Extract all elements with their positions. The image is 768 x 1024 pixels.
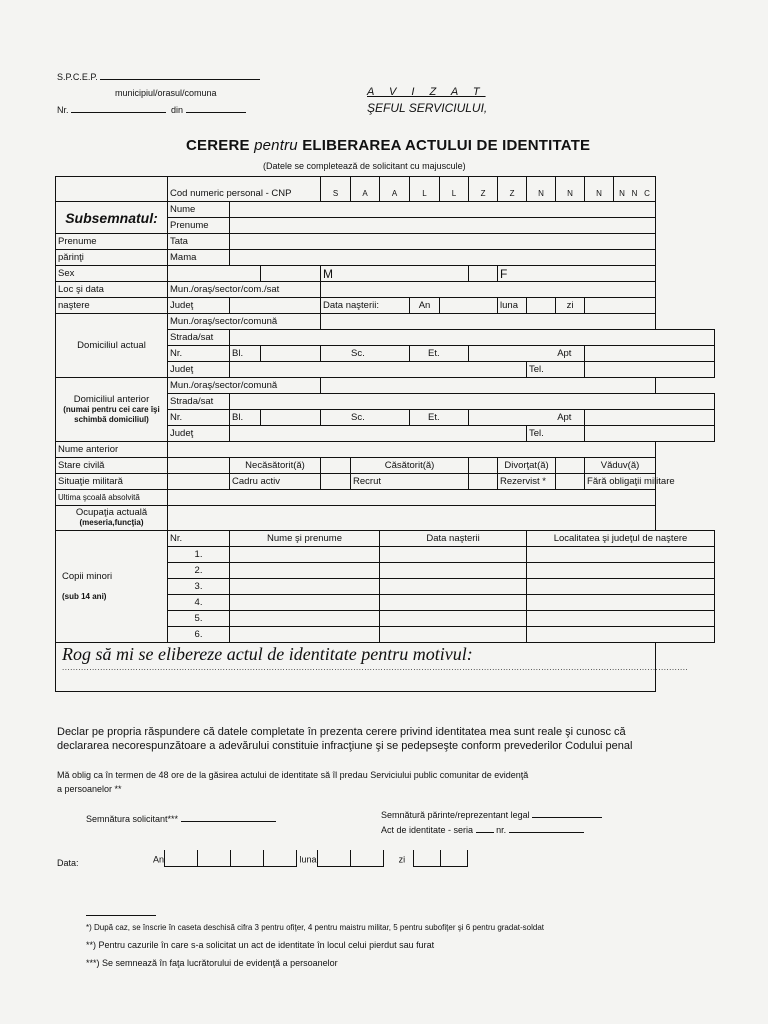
et-label: Et.: [410, 346, 469, 362]
motiv-dotted-line[interactable]: ......................................................................................................................................................................................................................................: [62, 663, 689, 672]
an-boxes[interactable]: [164, 850, 297, 869]
strada-label: Strada/sat: [168, 394, 230, 410]
motiv-label: Rog să mi se elibereze actul de identitate pentru motivul:: [62, 644, 473, 664]
bl-label: Bl.: [230, 346, 261, 362]
et-field[interactable]: Apt: [469, 346, 585, 362]
necasatorit-label: Necăsătorit(ă): [230, 458, 321, 474]
copii-row-nr: 4.: [168, 595, 230, 611]
judet-field[interactable]: [230, 362, 527, 378]
spcep-field[interactable]: [100, 79, 260, 80]
mun-comuna-field[interactable]: [321, 378, 656, 394]
copii-header-localitate: Localitatea şi judeţul de naştere: [527, 531, 715, 547]
din-field[interactable]: [186, 112, 246, 113]
zi-label: zi: [556, 298, 585, 314]
domiciliul-anterior-label: Domiciliul anterior (numai pentru cei care îşi schimbă domiciliul): [56, 378, 168, 442]
subsemnatul-label: Subsemnatul:: [56, 202, 168, 234]
tata-field[interactable]: [230, 234, 656, 250]
copii-header-data: Data naşterii: [380, 531, 527, 547]
copii-nume-field[interactable]: [230, 595, 380, 611]
obligation-line-1: Mă oblig ca în termen de 48 ore de la găsirea actului de identitate să îl predau Serviciului public comunitar de evidenţă: [57, 770, 529, 780]
rezervist-box[interactable]: [469, 474, 498, 490]
cadru-activ-box[interactable]: [168, 474, 230, 490]
apt-field[interactable]: [585, 346, 715, 362]
nr-label: Nr.: [168, 410, 230, 426]
footnote-2: **) Pentru cazurile în care s-a solicitat un act de identitate în locul celui pierdut sau furat: [86, 940, 435, 950]
data-label: Data:: [57, 858, 79, 868]
cnp-letter[interactable]: N: [556, 177, 585, 202]
prenume-parinti-label-2: părinţi: [56, 250, 168, 266]
judet-field[interactable]: [230, 426, 527, 442]
nume-anterior-field[interactable]: [168, 442, 656, 458]
copii-nume-field[interactable]: [230, 563, 380, 579]
date-fields: An luna zi: [153, 850, 468, 869]
ocupatia-field[interactable]: [168, 506, 656, 531]
cnp-letter[interactable]: S: [321, 177, 351, 202]
semnatura-parinte-field[interactable]: [532, 817, 602, 818]
domiciliul-actual-label: Domiciliul actual: [56, 314, 168, 378]
page-title: CERERE pentru ELIBERAREA ACTULUI DE IDENTITATE: [186, 137, 591, 154]
copii-data-field[interactable]: [380, 611, 527, 627]
copii-localitate-field[interactable]: [527, 563, 715, 579]
zi-field[interactable]: [585, 298, 656, 314]
mun-comuna-field[interactable]: [321, 314, 656, 330]
sex-blank: [168, 266, 261, 282]
copii-header-nume: Nume şi prenume: [230, 531, 380, 547]
seful-serviciului-label: ŞEFUL SERVICIULUI,: [367, 101, 488, 115]
fara-obligatii-box[interactable]: [556, 474, 585, 490]
copii-data-field[interactable]: [380, 595, 527, 611]
copii-localitate-field[interactable]: [527, 595, 715, 611]
tata-label: Tata: [168, 234, 230, 250]
luna-boxes[interactable]: [317, 850, 384, 869]
cadru-activ-label: Cadru activ: [230, 474, 321, 490]
ocupatia-label: Ocupaţia actuală (meseria,funcţia): [56, 506, 168, 531]
stare-civila-label: Stare civilă: [56, 458, 168, 474]
semnatura-solicitant: Semnătura solicitant***: [86, 814, 276, 824]
tel-label: Tel.: [527, 362, 585, 378]
sex-f-label: F: [498, 266, 656, 282]
tel-field[interactable]: [585, 362, 715, 378]
copii-localitate-field[interactable]: [527, 547, 715, 563]
apt-field[interactable]: [585, 410, 715, 426]
semnatura-parinte: Semnătură părinte/reprezentant legal: [381, 810, 602, 820]
judet-field[interactable]: [230, 298, 321, 314]
spcep-label: S.P.C.E.P.: [57, 72, 260, 82]
copii-data-field[interactable]: [380, 579, 527, 595]
footnote-3: ***) Se semnează în faţa lucrătorului de evidenţă a persoanelor: [86, 958, 338, 968]
bl-label: Bl.: [230, 410, 261, 426]
copii-row-nr: 3.: [168, 579, 230, 595]
prenume-field[interactable]: [230, 218, 656, 234]
recrut-box[interactable]: [321, 474, 351, 490]
et-field[interactable]: Apt: [469, 410, 585, 426]
strada-label: Strada/sat: [168, 330, 230, 346]
luna-field[interactable]: [527, 298, 556, 314]
copii-data-field[interactable]: [380, 627, 527, 643]
nastere-label: naştere: [56, 298, 168, 314]
nr-label: Nr.: [168, 346, 230, 362]
copii-localitate-field[interactable]: [527, 627, 715, 643]
casatorit-label: Căsătorit(ă): [351, 458, 469, 474]
tel-label: Tel.: [527, 426, 585, 442]
luna-label: luna: [498, 298, 527, 314]
copii-minori-label: Copii minori (sub 14 ani): [56, 531, 168, 643]
judet-label: Judeţ: [168, 362, 230, 378]
judet-label: Judeţ: [168, 426, 230, 442]
mun-comuna-label: Mun./oraş/sector/comună: [168, 314, 321, 330]
act-seria-field[interactable]: [476, 832, 494, 833]
loc-data-label: Loc şi data: [56, 282, 168, 298]
mun-oras-sat-label: Mun./oraş/sector/com./sat: [168, 282, 321, 298]
nr-din-line: Nr. din: [57, 105, 246, 115]
footnote-separator: [86, 915, 156, 916]
avizat-label: A V I Z A T: [367, 86, 486, 98]
nr-field[interactable]: [71, 112, 166, 113]
et-label: Et.: [410, 410, 469, 426]
copii-localitate-field[interactable]: [527, 611, 715, 627]
cnp-letter[interactable]: Z: [469, 177, 498, 202]
bl-field[interactable]: [261, 410, 321, 426]
motiv-box[interactable]: [56, 643, 689, 692]
mama-field[interactable]: [230, 250, 656, 266]
cnp-letter[interactable]: N: [585, 177, 614, 202]
cnp-letter[interactable]: N: [527, 177, 556, 202]
strada-field[interactable]: [230, 330, 715, 346]
sc-label: Sc.: [321, 346, 410, 362]
declaration-line-1: Declar pe propria răspundere că datele completate în prezenta cerere privind identitatea mea sunt reale şi cunosc că: [57, 726, 626, 738]
copii-header-nr: Nr.: [168, 531, 230, 547]
strada-field[interactable]: [230, 394, 715, 410]
cnp-letter[interactable]: A: [351, 177, 380, 202]
cnp-letter-group[interactable]: N N C: [614, 177, 656, 202]
copii-nume-field[interactable]: [230, 547, 380, 563]
zi-boxes[interactable]: [413, 850, 468, 869]
cnp-letter[interactable]: Z: [498, 177, 527, 202]
cnp-letter[interactable]: A: [380, 177, 410, 202]
nume-anterior-label: Nume anterior: [56, 442, 168, 458]
copii-data-field[interactable]: [380, 563, 527, 579]
prenume-parinti-label: Prenume: [56, 234, 168, 250]
copii-nume-field[interactable]: [230, 611, 380, 627]
copii-nume-field[interactable]: [230, 627, 380, 643]
act-nr-field[interactable]: [509, 832, 584, 833]
declaration-line-2: declararea necorespunzătoare a adevărului constituie infracţiune şi se pedepseşte conform prevederilor Codului penal: [57, 740, 633, 752]
sc-label: Sc.: [321, 410, 410, 426]
sex-label: Sex: [56, 266, 168, 282]
cnp-label: Cod numeric personal - CNP: [168, 177, 321, 202]
copii-row-nr: 6.: [168, 627, 230, 643]
an-label: An: [410, 298, 440, 314]
fara-obligatii-label: Fără obligaţii militare: [585, 474, 656, 490]
cnp-blank: [56, 177, 168, 202]
sex-f-box[interactable]: [469, 266, 498, 282]
ultima-scoala-label: Ultima şcoală absolvită: [56, 490, 168, 506]
rezervist-label: Rezervist *: [498, 474, 556, 490]
nume-field[interactable]: [230, 202, 656, 218]
divortat-label: Divorţat(ă): [498, 458, 556, 474]
cnp-letter[interactable]: L: [440, 177, 469, 202]
copii-localitate-field[interactable]: [527, 579, 715, 595]
copii-data-field[interactable]: [380, 547, 527, 563]
mun-oras-sat-field[interactable]: [321, 282, 656, 298]
page-subtitle: (Datele se completează de solicitant cu majuscule): [263, 161, 466, 171]
semnatura-solicitant-field[interactable]: [181, 821, 276, 822]
footnote-1: *) După caz, se înscrie în caseta deschisă cifra 3 pentru ofiţer, 4 pentru maistru militar, 5 pentru subofiţer şi 6 pentru gradat-soldat: [86, 923, 545, 932]
ultima-scoala-field[interactable]: [168, 490, 656, 506]
copii-row-nr: 5.: [168, 611, 230, 627]
copii-nume-field[interactable]: [230, 579, 380, 595]
prenume-label: Prenume: [168, 218, 230, 234]
mun-comuna-label: Mun./oraş/sector/comună: [168, 378, 321, 394]
casatorit-box[interactable]: [321, 458, 351, 474]
sex-m-box[interactable]: [261, 266, 321, 282]
judet-label: Judeţ: [168, 298, 230, 314]
an-field[interactable]: [440, 298, 498, 314]
situatie-militara-label: Situaţie militară: [56, 474, 168, 490]
bl-field[interactable]: [261, 346, 321, 362]
copii-row-nr: 1.: [168, 547, 230, 563]
data-nasterii-label: Data naşterii:: [321, 298, 410, 314]
copii-row-nr: 2.: [168, 563, 230, 579]
municipiul-label: municipiul/orasul/comuna: [115, 88, 217, 98]
tel-field[interactable]: [585, 426, 715, 442]
cnp-letter[interactable]: L: [410, 177, 440, 202]
recrut-label: Recrut: [351, 474, 469, 490]
nume-label: Nume: [168, 202, 230, 218]
vaduv-label: Văduv(ă): [585, 458, 656, 474]
necasatorit-box[interactable]: [168, 458, 230, 474]
sex-m-label: M: [321, 266, 469, 282]
obligation-line-2: a persoanelor **: [57, 784, 122, 794]
identity-form-table: [55, 176, 715, 692]
mama-label: Mama: [168, 250, 230, 266]
divortat-box[interactable]: [469, 458, 498, 474]
act-identitate: Act de identitate - seria nr.: [381, 825, 584, 835]
vaduv-box[interactable]: [556, 458, 585, 474]
